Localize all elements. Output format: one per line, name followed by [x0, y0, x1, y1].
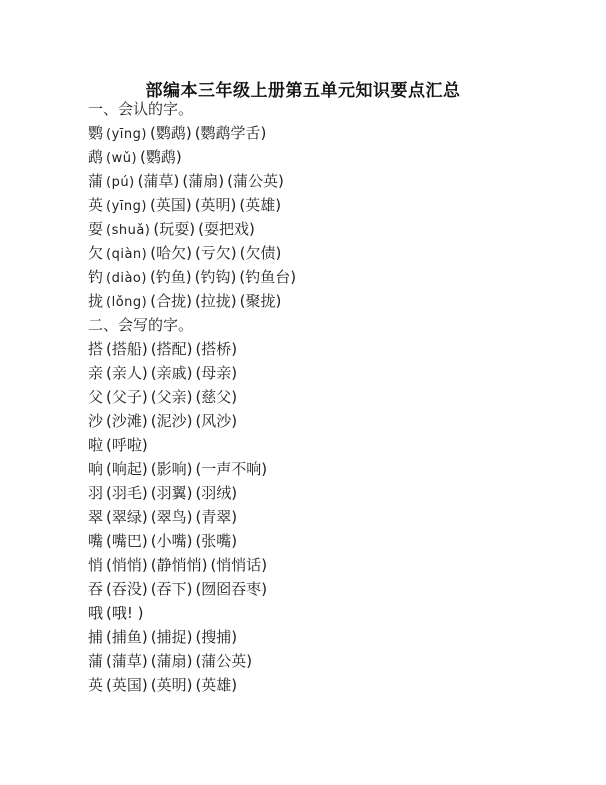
- entry-pinyin: (wǔ): [106, 151, 138, 166]
- entry-word: (英明): [194, 196, 237, 214]
- list-item: [88, 361, 568, 385]
- entry-word: (翠鸟): [150, 508, 193, 526]
- list-item: [88, 265, 568, 289]
- entry-word: (呼啦): [106, 436, 148, 454]
- entry-pinyin: (qiàn): [106, 247, 148, 262]
- entry-pinyin: (shuǎ): [106, 223, 151, 238]
- entry-word: (小嘴): [150, 532, 193, 550]
- entry-char: 蒲: [88, 172, 104, 190]
- list-item: [88, 385, 568, 409]
- entry-word: (欠债): [239, 244, 282, 262]
- entry-word: (钓鱼台): [239, 268, 297, 286]
- list-item: [88, 601, 568, 625]
- list-item: [88, 337, 568, 361]
- entry-word: (翠绿): [106, 508, 148, 526]
- entry-char: 父: [88, 388, 104, 406]
- entry-word: (羽翼): [150, 484, 193, 502]
- entry-word: (一声不响): [195, 460, 268, 478]
- entry-word: (聚拢): [239, 292, 282, 310]
- entry-word: (张嘴): [195, 532, 238, 550]
- entry-word: (鹦鹉): [149, 124, 192, 142]
- entry-char: 翠: [88, 508, 104, 526]
- entry-char: 沙: [88, 412, 104, 430]
- entry-word: (亲戚): [150, 364, 193, 382]
- list-item: [88, 217, 568, 241]
- entry-word: (拉拢): [194, 292, 237, 310]
- entry-char: 亲: [88, 364, 104, 382]
- entry-word: (沙滩): [106, 412, 148, 430]
- list-item: [88, 457, 568, 481]
- list-item: [88, 577, 568, 601]
- entry-char: 搭: [88, 340, 104, 358]
- section-heading-recognize: 一、会认的字。: [88, 100, 194, 118]
- entry-pinyin: (yīng): [106, 199, 147, 214]
- entry-word: (蒲扇): [182, 172, 225, 190]
- entry-word: (吞没): [106, 580, 148, 598]
- entry-word: (父亲): [150, 388, 193, 406]
- entry-word: (悄悄话): [210, 556, 268, 574]
- entry-char: 耍: [88, 220, 104, 238]
- entry-char: 羽: [88, 484, 104, 502]
- entry-word: (青翠): [195, 508, 238, 526]
- entry-word: (蒲草): [106, 652, 148, 670]
- entry-char: 响: [88, 460, 104, 478]
- list-item: [88, 289, 568, 313]
- entry-word: (玩耍): [153, 220, 196, 238]
- entry-char: 鹦: [88, 124, 104, 142]
- document-content: [88, 97, 568, 697]
- list-item: [88, 529, 568, 553]
- list-item: [88, 121, 568, 145]
- entry-word: (英雄): [195, 676, 238, 694]
- entry-char: 捕: [88, 628, 104, 646]
- entry-word: (羽绒): [195, 484, 238, 502]
- entry-char: 拢: [88, 292, 104, 310]
- entry-word: (搜捕): [195, 628, 238, 646]
- entry-char: 英: [88, 196, 104, 214]
- entry-word: (慈父): [195, 388, 238, 406]
- entry-pinyin: (yīng): [106, 127, 147, 142]
- list-item: [88, 553, 568, 577]
- entry-pinyin: (lǒng): [106, 295, 148, 310]
- entry-char: 哦: [88, 604, 104, 622]
- entry-word: (搭配): [150, 340, 193, 358]
- entry-char: 钓: [88, 268, 104, 286]
- section-heading-write: 二、会写的字。: [88, 316, 194, 334]
- entry-word: (静悄悄): [150, 556, 208, 574]
- document-title: 部编本三年级上册第五单元知识要点汇总: [145, 81, 461, 101]
- list-item: [88, 673, 568, 697]
- entry-char: 嘴: [88, 532, 104, 550]
- entry-word: (英国): [106, 676, 148, 694]
- entry-word: (哦! ): [106, 604, 144, 622]
- entry-word: (英雄): [239, 196, 282, 214]
- entry-char: 啦: [88, 436, 104, 454]
- entry-word: (搭桥): [195, 340, 238, 358]
- entry-char: 吞: [88, 580, 104, 598]
- entry-word: (捕捉): [150, 628, 193, 646]
- entry-word: (吞下): [150, 580, 193, 598]
- list-item: [88, 505, 568, 529]
- list-item: [88, 409, 568, 433]
- entry-word: (风沙): [195, 412, 238, 430]
- entry-word: (钓鱼): [149, 268, 192, 286]
- entry-word: (嘴巴): [106, 532, 148, 550]
- list-item: [88, 625, 568, 649]
- entry-char: 悄: [88, 556, 104, 574]
- entry-char: 英: [88, 676, 104, 694]
- entry-word: (鹦鹉): [140, 148, 182, 166]
- entry-word: (蒲扇): [150, 652, 193, 670]
- entry-word: (囫囵吞枣): [195, 580, 268, 598]
- list-item: [88, 145, 568, 169]
- list-item: [88, 433, 568, 457]
- entry-pinyin: (diào): [106, 271, 147, 286]
- list-item: [88, 169, 568, 193]
- entry-word: (搭船): [106, 340, 148, 358]
- entry-word: (响起): [106, 460, 148, 478]
- entry-char: 蒲: [88, 652, 104, 670]
- entry-word: (合拢): [150, 292, 192, 310]
- entry-word: (蒲公英): [195, 652, 253, 670]
- entry-word: (母亲): [195, 364, 238, 382]
- entry-char: 欠: [88, 244, 104, 262]
- entry-word: (羽毛): [106, 484, 148, 502]
- entry-word: (耍把戏): [198, 220, 255, 238]
- list-item: [88, 649, 568, 673]
- entry-word: (蒲草): [137, 172, 180, 190]
- entry-word: (亏欠): [194, 244, 237, 262]
- entry-word: (捕鱼): [106, 628, 148, 646]
- entry-char: 鹉: [88, 148, 104, 166]
- entry-word: (泥沙): [150, 412, 193, 430]
- entry-word: (父子): [106, 388, 148, 406]
- entry-word: (英明): [150, 676, 193, 694]
- list-item: [88, 241, 568, 265]
- entry-word: (鹦鹉学舌): [194, 124, 267, 142]
- entry-word: (英国): [149, 196, 192, 214]
- entry-word: (亲人): [106, 364, 148, 382]
- entry-word: (哈欠): [150, 244, 192, 262]
- entry-pinyin: (pú): [106, 175, 135, 190]
- entry-word: (蒲公英): [227, 172, 284, 190]
- entry-word: (钓钩): [194, 268, 237, 286]
- list-item: [88, 193, 568, 217]
- entry-word: (影响): [150, 460, 193, 478]
- entry-word: (悄悄): [106, 556, 148, 574]
- list-item: [88, 481, 568, 505]
